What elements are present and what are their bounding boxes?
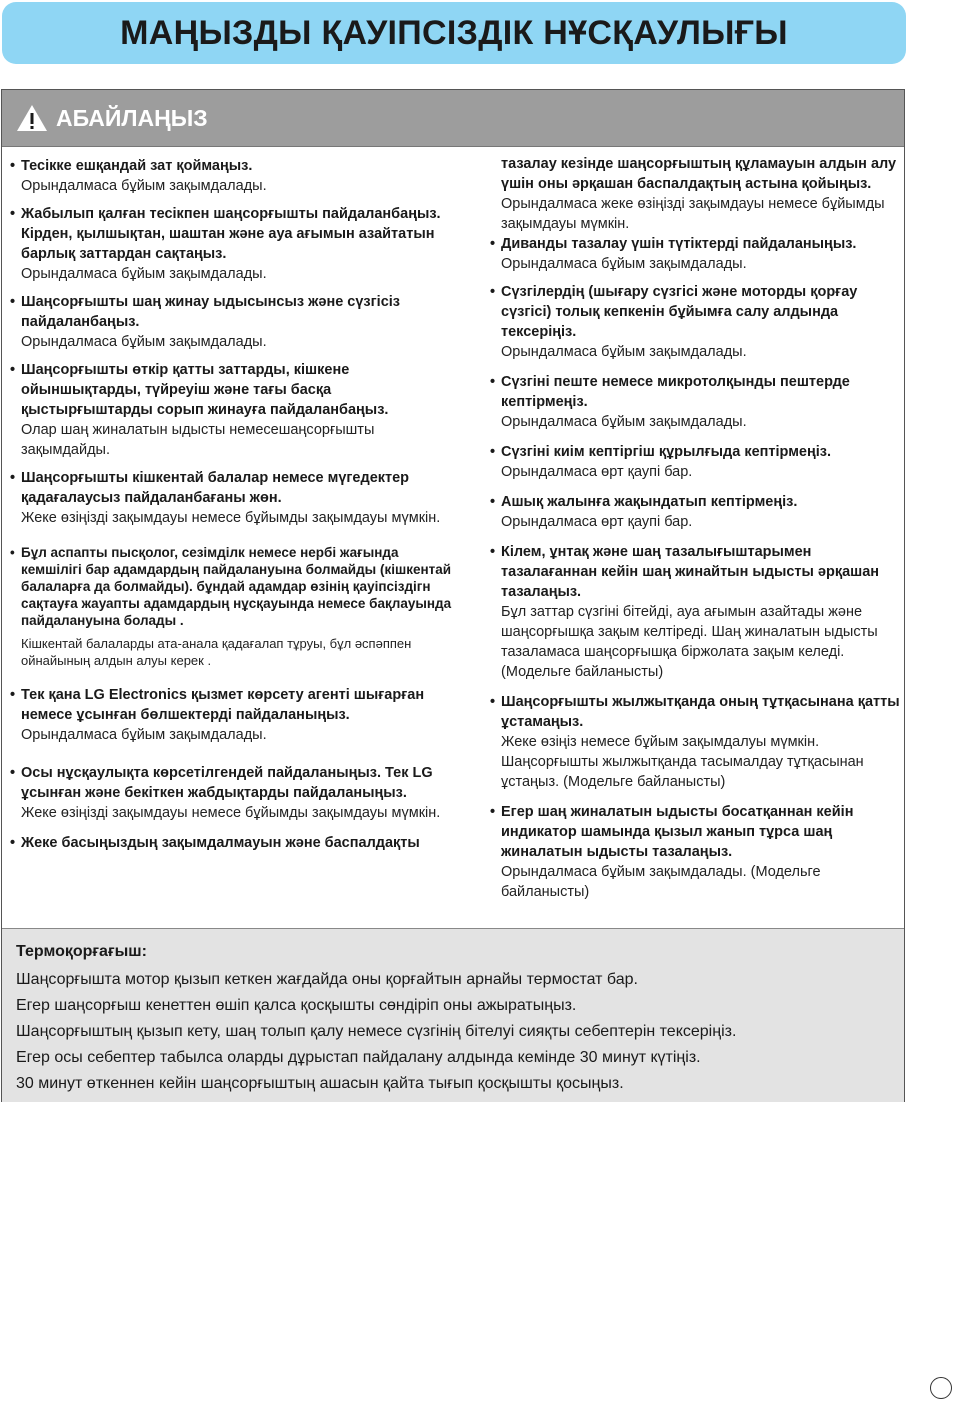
list-item — [10, 763, 458, 823]
list-item — [10, 685, 458, 745]
item-heading: • Осы нұсқаулықта көрсетілгендей пайдаланыңыз. Тек LG ұсынған және бекіткен жабдықтарды пайдаланыңыз. — [10, 763, 458, 803]
item-heading: • Сүзгіні киім кептіргіш құрылғыда кептірмеңіз. — [490, 442, 904, 462]
thermo-section — [2, 928, 904, 1102]
left-column — [10, 156, 458, 861]
list-item — [10, 204, 458, 284]
list-item — [490, 372, 904, 432]
thermo-line: Егер осы себептер табылса оларды дұрыстап пайдалану алдында кемінде 30 минут күтіңіз. — [16, 1049, 701, 1066]
caution-header — [2, 90, 904, 147]
title-banner — [2, 2, 906, 64]
list-item — [490, 692, 904, 792]
caution-box — [1, 89, 905, 1102]
thermo-line: Шаңсорғышта мотор қызып кеткен жағдайда оны қорғайтын арнайы термостат бар. — [16, 971, 638, 988]
item-body: Орындалмаса бұйым зақымдалады. — [21, 178, 267, 194]
item-body: Орындалмаса бұйым зақымдалады. — [501, 414, 747, 430]
list-item — [490, 542, 904, 682]
list-item — [10, 468, 458, 528]
list-item — [10, 360, 458, 460]
item-heading: • Жабылып қалған тесікпен шаңсорғышты пайдаланбаңыз. Кірден, қылшықтан, шаштан және ауа ағымын азайтатын барлық заттардан сақтаңыз. — [10, 204, 458, 264]
item-body: Орындалмаса жеке өзіңізді зақымдауы немесе бұйымды зақымдауы мүмкін. — [501, 196, 885, 232]
item-body: Орындалмаса өрт қаупі бар. — [501, 464, 693, 480]
item-heading: • Тесікке ешқандай зат қоймаңыз. — [10, 156, 458, 176]
warning-triangle-icon — [16, 104, 48, 132]
list-item — [490, 442, 904, 482]
thermo-line: Шаңсорғыштың қызып кету, шаң толып қалу немесе сүзгінің бітелуі сияқты себептерін тексеріңіз. — [16, 1023, 737, 1040]
item-heading: • Тек қана LG Electronics қызмет көрсету агенті шығарған немесе ұсынған бөлшектерді пайдаланыңыз. — [10, 685, 458, 725]
item-heading: • Жеке басыңыздың зақымдалмауын және баспалдақты — [10, 833, 458, 853]
item-heading: • Бұл аспапты пысқолог, сезімділк немесе нербі жағында кемшілігі бар адамдардың пайдалануына болмайды (кішкентай балаларға да болмайды). бұндай адамдар өзінің қауіпсіздігн сақтауға жауапты адамдардың нұсқауында немесе бақлауында пайдалануына болады . — [10, 544, 458, 629]
item-body: Кішкентай балаларды ата-анала қадағалап тұруы, бұл әспәппен ойнайының алдын алуы керек . — [21, 636, 412, 668]
item-body: Орындалмаса өрт қаупі бар. — [501, 514, 693, 530]
item-body: Жеке өзіңізді зақымдауы немесе бұйымды зақымдауы мүмкін. — [21, 510, 441, 526]
item-body: Жеке өзіңізді зақымдауы немесе бұйымды зақымдауы мүмкін. — [21, 805, 441, 821]
item-body: Жеке өзіңіз немесе бұйым зақымдалуы мүмкін. Шаңсорғышты жылжытқанда тасымалдау тұтқасынан ұстаңыз. (Модельге байланысты) — [501, 734, 864, 790]
thermo-line: Егер шаңсорғыш кенеттен өшіп қалса қосқышты сөндіріп оны ажыратыңыз. — [16, 997, 577, 1014]
page-number-circle — [930, 1377, 952, 1399]
list-item — [490, 234, 904, 274]
item-body: Олар шаң жиналатын ыдысты немесешаңсорғышты зақымдайды. — [21, 422, 375, 458]
item-heading: • Егер шаң жиналатын ыдысты босатқаннан кейін индикатор шамында қызыл жанып тұрса шаң жиналатын ыдысты тазалаңыз. — [490, 802, 904, 862]
list-item — [490, 282, 904, 362]
item-body: Орындалмаса бұйым зақымдалады. — [21, 727, 267, 743]
item-heading: • Шаңсорғышты шаң жинау ыдысынсыз және сүзгісіз пайдаланбаңыз. — [10, 292, 458, 332]
item-heading: • Шаңсорғышты өткір қатты заттарды, кішкене ойыншықтарды, түйреуіш және тағы басқа қыстырғыштарды сорып жинауға пайдаланбаңыз. — [10, 360, 458, 420]
thermo-title: Термоқорғағыш: — [16, 943, 147, 960]
list-item — [10, 544, 458, 669]
caution-label: АБАЙЛАҢЫЗ — [56, 104, 208, 131]
item-body: Орындалмаса бұйым зақымдалады. (Модельге байланысты) — [501, 864, 821, 900]
item-heading: • Шаңсорғышты кішкентай балалар немесе мүгедектер қадағалаусыз пайдаланбағаны жөн. — [10, 468, 458, 508]
item-heading: • Шаңсорғышты жылжытқанда оның тұтқасынана қатты ұстамаңыз. — [490, 692, 904, 732]
item-heading: • Кілем, ұнтақ және шаң тазалығыштарымен тазалағаннан кейін шаң жинайтын ыдысты әрқашан тазалаңыз. — [490, 542, 904, 602]
item-heading: • Ашық жалынға жақындатып кептірмеңіз. — [490, 492, 904, 512]
list-item — [490, 802, 904, 902]
item-body: Орындалмаса бұйым зақымдалады. — [21, 334, 267, 350]
item-heading: тазалау кезінде шаңсорғыштың құламауын алдын алу үшін оны әрқашан баспалдақтың астына қойыңыз. — [501, 156, 897, 192]
list-item — [10, 292, 458, 352]
item-heading: • Сүзгілердің (шығару сүзгісі және моторды қорғау сүзгісі) толық кепкенін бұйымға салу алдында тексеріңіз. — [490, 282, 904, 342]
item-body: Орындалмаса бұйым зақымдалады. — [21, 266, 267, 282]
list-item — [490, 154, 904, 234]
list-item — [10, 156, 458, 196]
item-heading: • Сүзгіні пеште немесе микротолқынды пештерде кептірмеңіз. — [490, 372, 904, 412]
right-column — [490, 154, 904, 910]
page-title: МАҢЫЗДЫ ҚАУІПСІЗДІК НҰСҚАУЛЫҒЫ — [120, 13, 788, 52]
list-item — [10, 833, 458, 853]
item-heading: • Диванды тазалау үшін түтіктерді пайдаланыңыз. — [490, 234, 904, 254]
item-body: Бұл заттар сүзгіні бітейді, ауа ағымын азайтады және шаңсорғышқа зақым келтіреді. Шаң жиналатын ыдысты тазаламаса шаңсорғышқа біржолата зақым келеді. (Модельге байланысты) — [501, 604, 878, 680]
list-item — [490, 492, 904, 532]
thermo-line: 30 минут өткеннен кейін шаңсорғыштың ашасын қайта тығып қосқышты қосыңыз. — [16, 1075, 624, 1092]
item-body: Орындалмаса бұйым зақымдалады. — [501, 344, 747, 360]
item-body: Орындалмаса бұйым зақымдалады. — [501, 256, 747, 272]
